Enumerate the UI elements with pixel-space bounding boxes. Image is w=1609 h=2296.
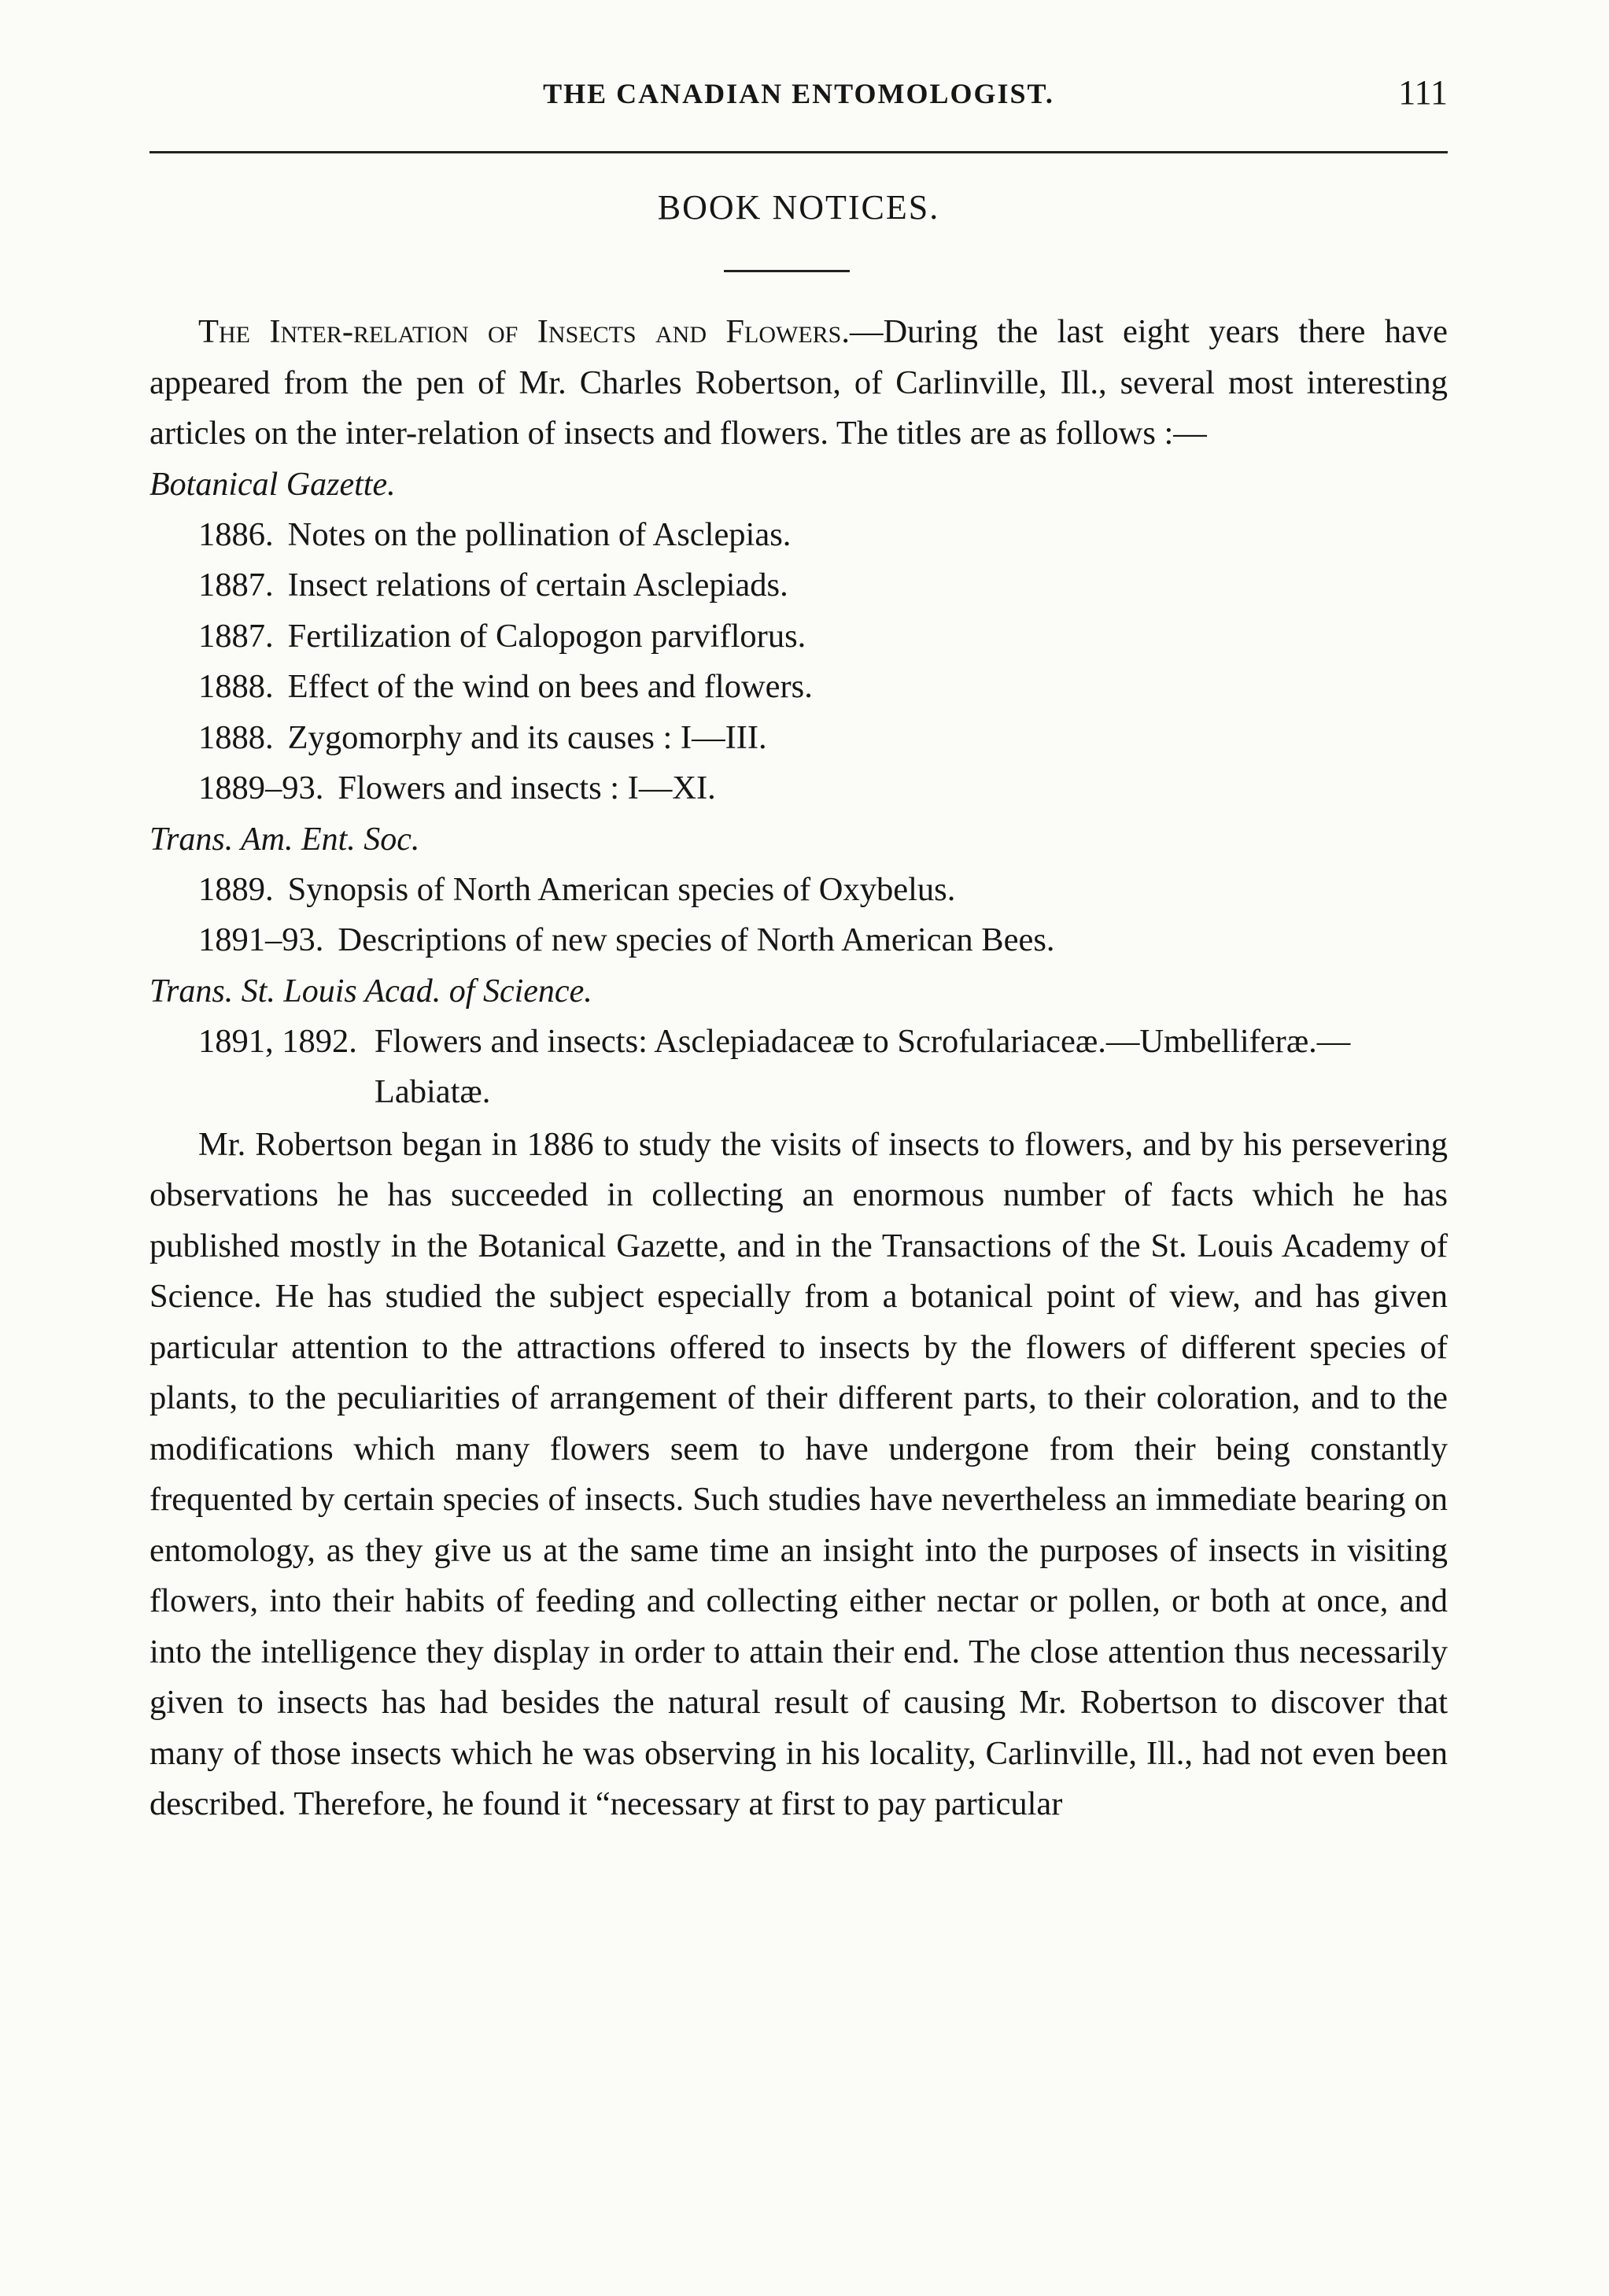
entry-title: Notes on the pollination of Asclepias.	[287, 515, 792, 553]
body-paragraph: Mr. Robertson began in 1886 to study the visits of insects to flowers, and by his persevering observations he has succeeded in collecting an enormous number of facts which he has published mostly in the Botanical Gazette, and in the Transactions of the St. Louis Academy of Science. He has studied the subject especially from a botanical point of view, and has given particular attention to the attractions offered to insects by the flowers of different species of plants, to the peculiarities of arrangement of their different parts, to their coloration, and to the modifications which many flowers seem to have undergone from their being constantly frequented by certain species of insects. Such studies have nevertheless an immediate bearing on entomology, as they give us at the same time an insight into the purposes of insects in visiting flowers, into their habits of feeding and collecting either nectar or pollen, or both at once, and into the intelligence they display in order to attain their end. The close attention thus necessarily given to insects has had besides the natural result of causing Mr. Robertson to discover that many of those insects which he was observing in his locality, Carlinville, Ill., had not even been described. Therefore, he found it “necessary at first to pay particular	[149, 1125, 1448, 1822]
article-body	[149, 307, 1448, 1830]
article-heading: The Inter-relation of Insects and Flowers.	[198, 313, 850, 350]
header-rule	[149, 151, 1448, 153]
list-item	[198, 662, 1448, 713]
running-head	[149, 73, 1448, 124]
entry-title: Effect of the wind on bees and flowers.	[287, 668, 813, 705]
entry-year: 1887.	[198, 567, 274, 604]
entry-title: Insect relations of certain Asclepiads.	[287, 567, 788, 604]
list-item	[198, 915, 1448, 966]
entry-title: Flowers and insects: Asclepiadaceæ to Scrofulariaceæ.—Umbelliferæ.—Labiatæ.	[374, 1022, 1351, 1110]
journal-title: THE CANADIAN ENTOMOLOGIST.	[543, 78, 1054, 109]
entry-title: Synopsis of North American species of Oxybelus.	[287, 870, 956, 908]
entry-year: 1891–93.	[198, 921, 324, 958]
list-item	[198, 611, 1448, 663]
entry-title: Descriptions of new species of North American Bees.	[338, 921, 1055, 958]
entry-title: Fertilization of Calopogon parviflorus.	[287, 617, 806, 655]
list-item	[198, 713, 1448, 764]
entry-year: 1889.	[198, 870, 274, 908]
list-item	[198, 1017, 1448, 1118]
page-number: 111	[1398, 73, 1448, 112]
publication-name: Trans. St. Louis Acad. of Science.	[149, 973, 592, 1010]
entry-title: Zygomorphy and its causes : I—III.	[287, 718, 767, 756]
section-title: BOOK NOTICES.	[657, 188, 940, 227]
entry-year: 1888.	[198, 718, 274, 756]
intro-text: —During the last eight years there have appeared from the pen of Mr. Charles Robertson, of Carlinville, Ill., several most interesting articles on the inter-relation of insects and flowers. The titles are as follows :—	[149, 313, 1448, 452]
entry-year: 1887.	[198, 617, 274, 655]
publication-name: Trans. Am. Ent. Soc.	[149, 821, 420, 858]
entry-year: 1886.	[198, 515, 274, 553]
list-item	[198, 510, 1448, 561]
entry-year: 1888.	[198, 668, 274, 705]
entry-title: Flowers and insects : I—XI.	[338, 770, 716, 807]
entry-year: 1889–93.	[198, 770, 324, 807]
list-item	[198, 560, 1448, 611]
intro-paragraph	[149, 307, 1448, 460]
list-item	[198, 865, 1448, 916]
list-item	[198, 763, 1448, 814]
section-divider	[724, 270, 850, 272]
entry-year: 1891, 1892.	[198, 1022, 357, 1060]
publication-name: Botanical Gazette.	[149, 466, 396, 503]
